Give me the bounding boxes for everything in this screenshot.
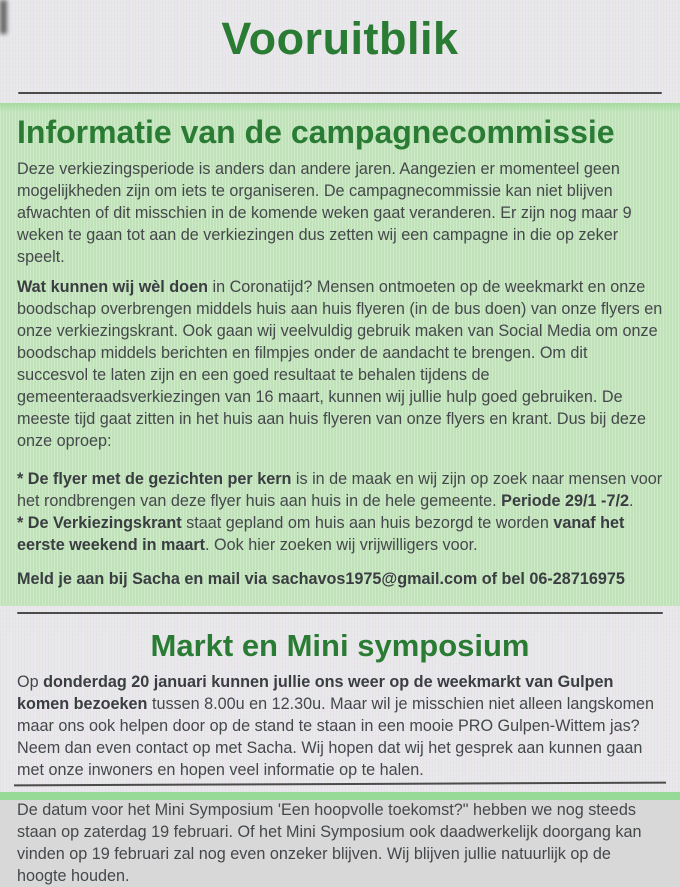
market-weekmarkt-paragraph: Op donderdag 20 januari kunnen jullie ons weer op de weekmarkt van Gulpen komen bezoeken tussen 8.00u en 12.30u. Maar wil je misschien niet alleen langskomen maar ons ook helpen door op de stand te staan in een mooie PRO Gulpen-Wittem jas? Neem dan even contact op met Sacha. Wij hopen dat wij het gesprek aan kunnen gaan met onze inwoners en hopen veel informatie op te halen. (17, 673, 655, 779)
page-title: Vooruitblik (221, 13, 459, 64)
bottom-green-strip (0, 792, 680, 800)
divider-line (18, 92, 662, 94)
market-symposium-paragraph: De datum voor het Mini Symposium 'Een hoopvolle toekomst?" hebben we nog steeds staan op zaterdag 19 februari. Of het Mini Symposium ook daadwerkelijk doorgang kan vinden op 19 februari zal nog even onzeker blijven. Wij blijven jullie natuurlijk op de hoogte houden. (17, 801, 642, 885)
campaign-body-paragraph: Wat kunnen wij wèl doen in Coronatijd? Mensen ontmoeten op de weekmarkt en onze boodschap overbrengen middels huis aan huis flyeren (in de bus doen) van onze flyers en onze verkiezingskrant. Ook gaan wij veelvuldig gebruik maken van Social Media om onze boodschap middels berichten en filmpjes onder de aandacht te brengen. Om dit succesvol te laten zijn en een goed resultaat te behalen tijdens de gemeenteraadsverkiezingen van 16 maart, kunnen wij jullie hulp goed gebruiken. De meeste tijd gaat zitten in het huis aan huis flyeren van onze flyers en krant. Dus bij deze onze oproep: (17, 278, 663, 450)
campaign-intro-paragraph: Deze verkiezingsperiode is anders dan andere jaren. Aangezien er momenteel geen mogelijkheden zijn om iets te organiseren. De campagnecommissie kan niet blijven afwachten of dit misschien in de komende weken gaat veranderen. Er zijn nog maar 9 weken te gaan tot aan de verkiezingen dus zetten wij een campagne in die op zeker speelt. (17, 160, 632, 266)
campaign-heading: Informatie van de campagnecommissie (17, 114, 615, 150)
title-section (0, 0, 680, 103)
campaign-bullet-flyer: * De flyer met de gezichten per kern is in de maak en wij zijn op zoek naar mensen voor het rondbrengen van deze flyer huis aan huis in de hele gemeente. Periode 29/1 -7/2. (17, 470, 663, 510)
market-heading: Markt en Mini symposium (150, 628, 530, 663)
campaign-bullet-verkiezingskrant: * De Verkiezingskrant staat gepland om huis aan huis bezorgd te worden vanaf het eerste weekend in maart. Ook hier zoeken wij vrijwilligers voor. (17, 514, 625, 554)
campaign-section (0, 103, 680, 606)
divider-line (17, 612, 663, 614)
campaign-signup-line: Meld je aan bij Sacha en mail via sachavos1975@gmail.com of bel 06-28716975 (17, 570, 625, 588)
market-section (0, 612, 680, 887)
